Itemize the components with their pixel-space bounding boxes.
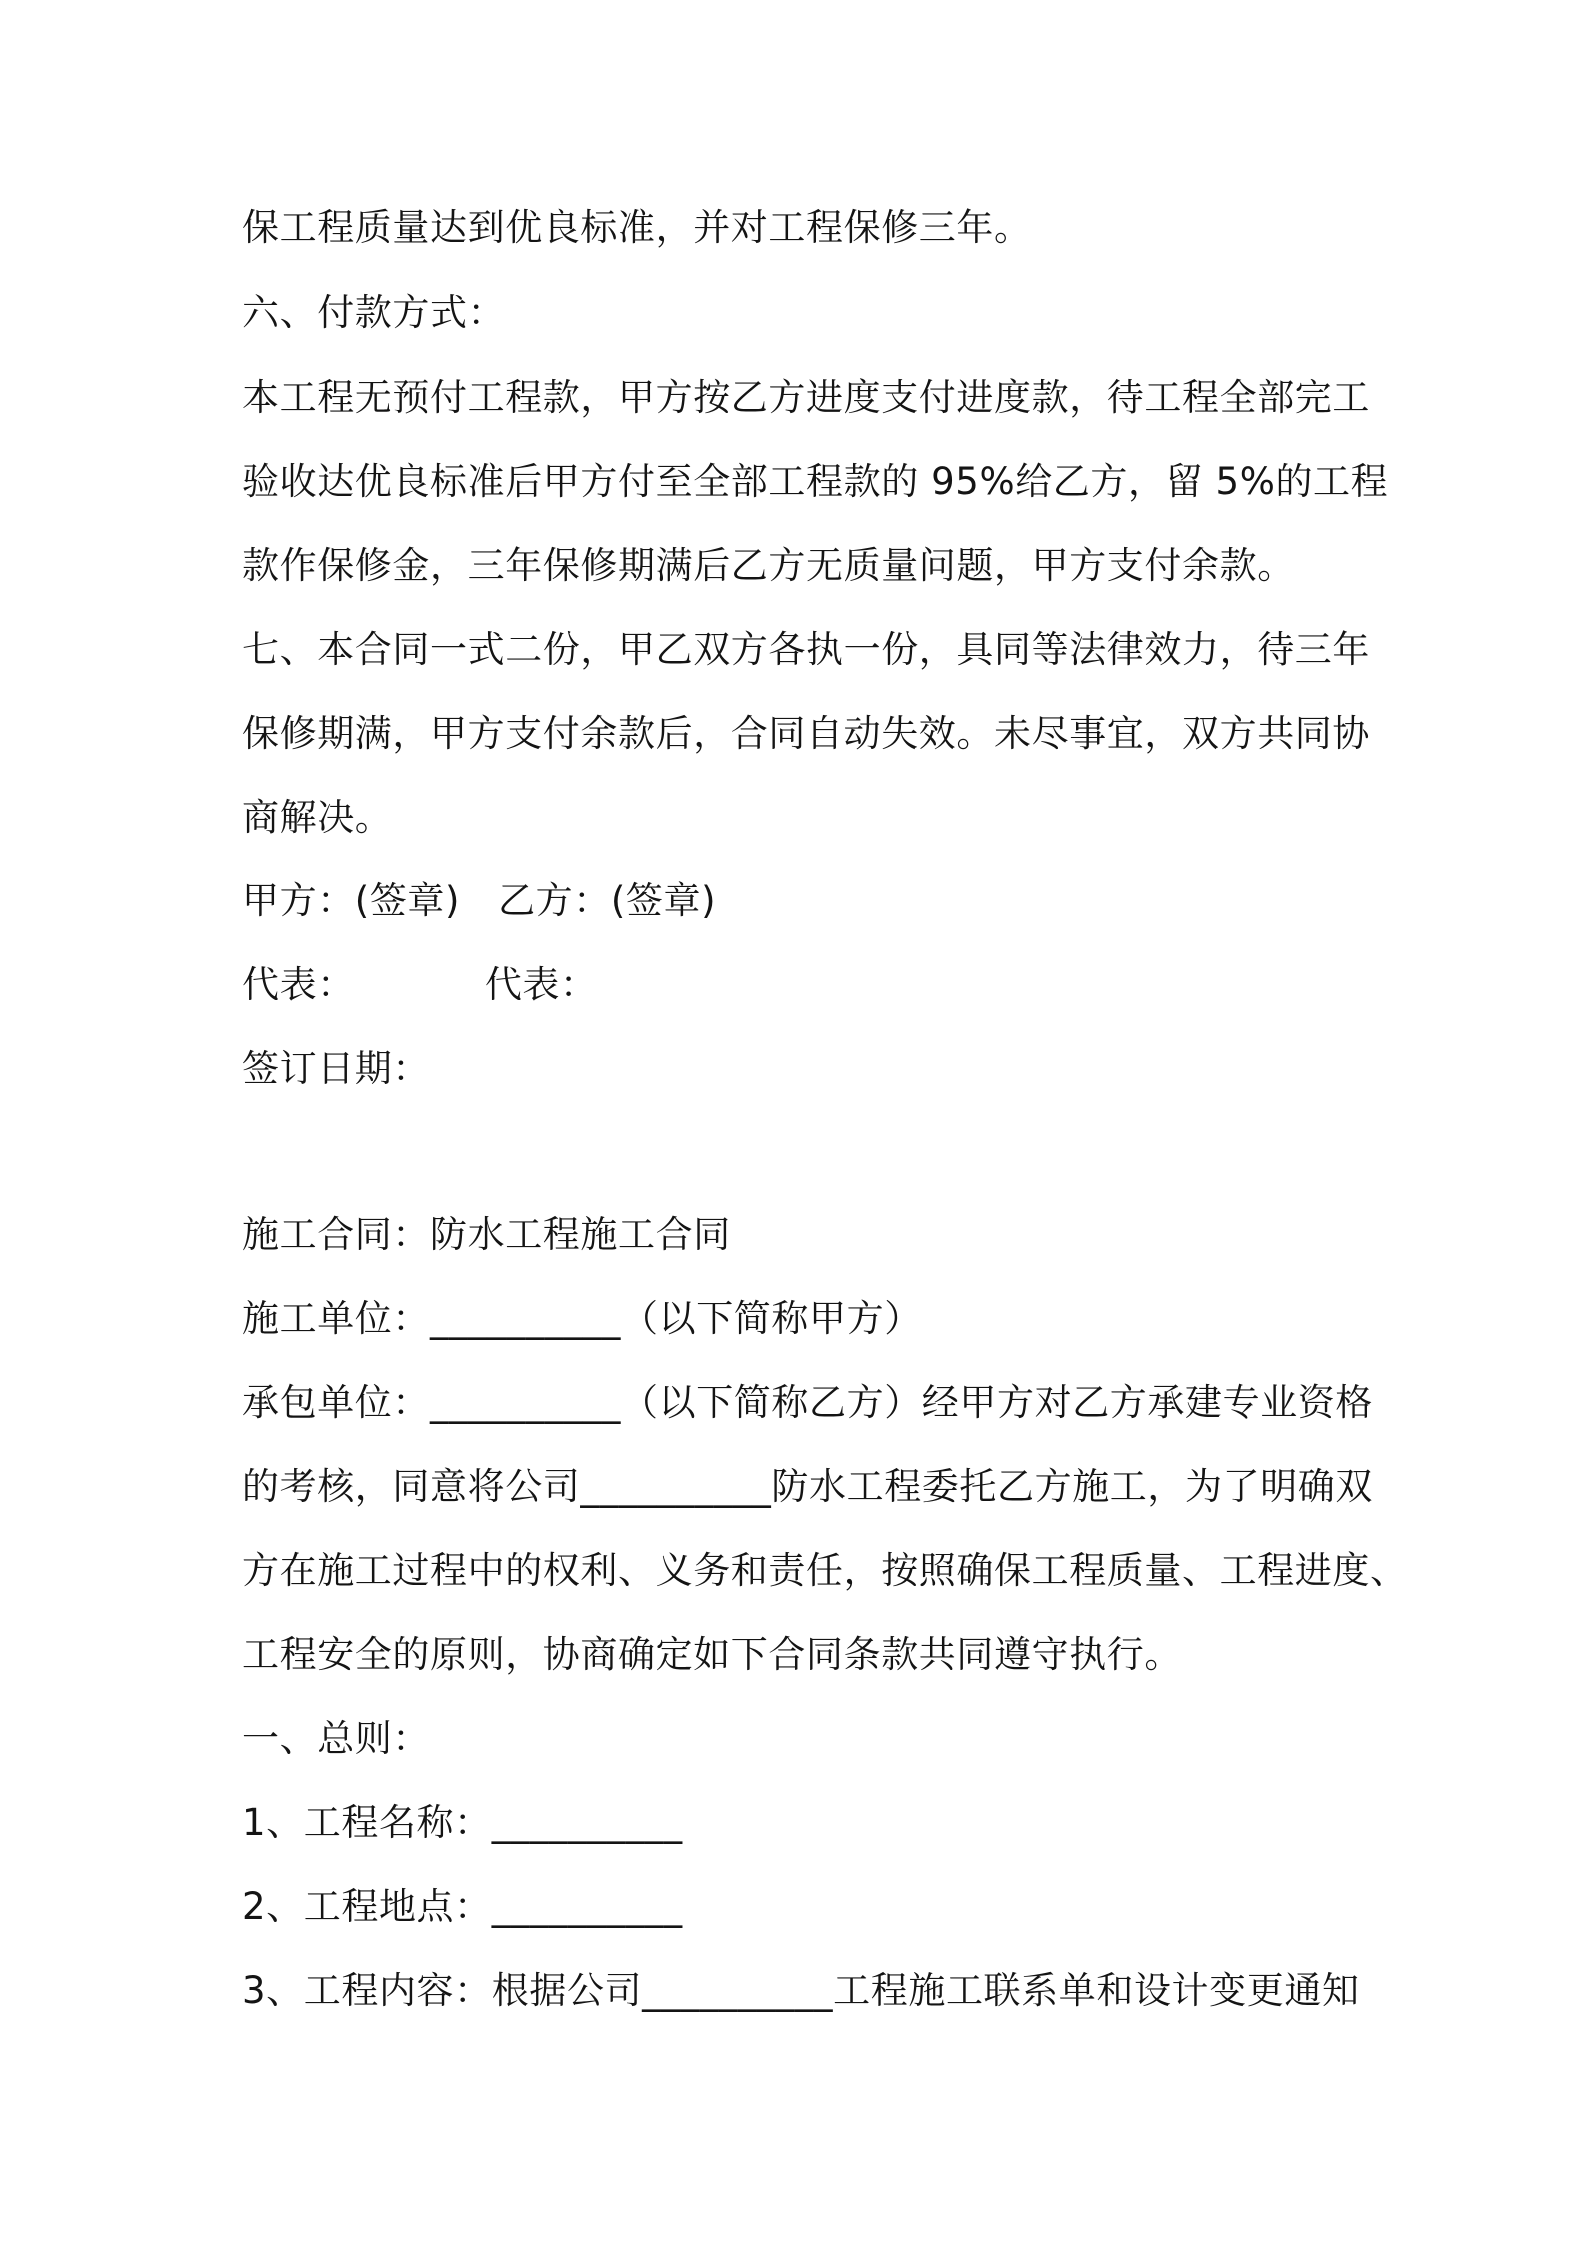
party-a-representative-label: 代表： <box>242 963 355 1006</box>
paragraph-line: 保工程质量达到优良标准，并对工程保修三年。 <box>242 206 1032 249</box>
paragraph-line: 本工程无预付工程款，甲方按乙方进度支付进度款，待工程全部完工 <box>242 376 1370 419</box>
contract-line: 工程安全的原则，协商确定如下合同条款共同遵守执行。 <box>242 1633 1182 1676</box>
paragraph-line: 款作保修金，三年保修期满后乙方无质量问题，甲方支付余款。 <box>242 544 1295 587</box>
party-b-representative-label: 代表： <box>484 963 598 1006</box>
signing-date-label: 签订日期： <box>242 1047 430 1090</box>
paragraph-line: 七、本合同一式二份，甲乙双方各执一份，具同等法律效力，待三年 <box>242 628 1370 671</box>
representative-row <box>242 961 1362 1009</box>
contract-line: 承包单位：__________（以下简称乙方）经甲方对乙方承建专业资格 <box>242 1381 1373 1424</box>
party-b-signature-label: 乙方：(签章) <box>498 879 717 922</box>
paragraph-line: 保修期满，甲方支付余款后，合同自动失效。未尽事宜，双方共同协 <box>242 712 1370 755</box>
contract-line: 2、工程地点：__________ <box>242 1885 683 1928</box>
contract-line: 1、工程名称：__________ <box>242 1801 683 1844</box>
signature-row <box>242 877 1362 925</box>
contract-line: 方在施工过程中的权利、义务和责任，按照确保工程质量、工程进度、 <box>242 1549 1408 1592</box>
paragraph-line: 商解决。 <box>242 796 393 839</box>
contract-line: 的考核，同意将公司__________防水工程委托乙方施工，为了明确双 <box>242 1465 1373 1508</box>
section-heading-payment: 六、付款方式： <box>242 291 506 334</box>
paragraph-line: 验收达优良标准后甲方付至全部工程款的 95%给乙方，留 5%的工程 <box>242 460 1389 503</box>
contract-line: 施工单位：__________（以下简称甲方） <box>242 1297 922 1340</box>
party-a-signature-label: 甲方：(签章) <box>242 879 461 922</box>
contract-title: 施工合同：防水工程施工合同 <box>242 1213 731 1256</box>
contract-line: 3、工程内容：根据公司__________工程施工联系单和设计变更通知 <box>242 1969 1360 2012</box>
section-heading-general: 一、总则： <box>242 1717 430 1760</box>
